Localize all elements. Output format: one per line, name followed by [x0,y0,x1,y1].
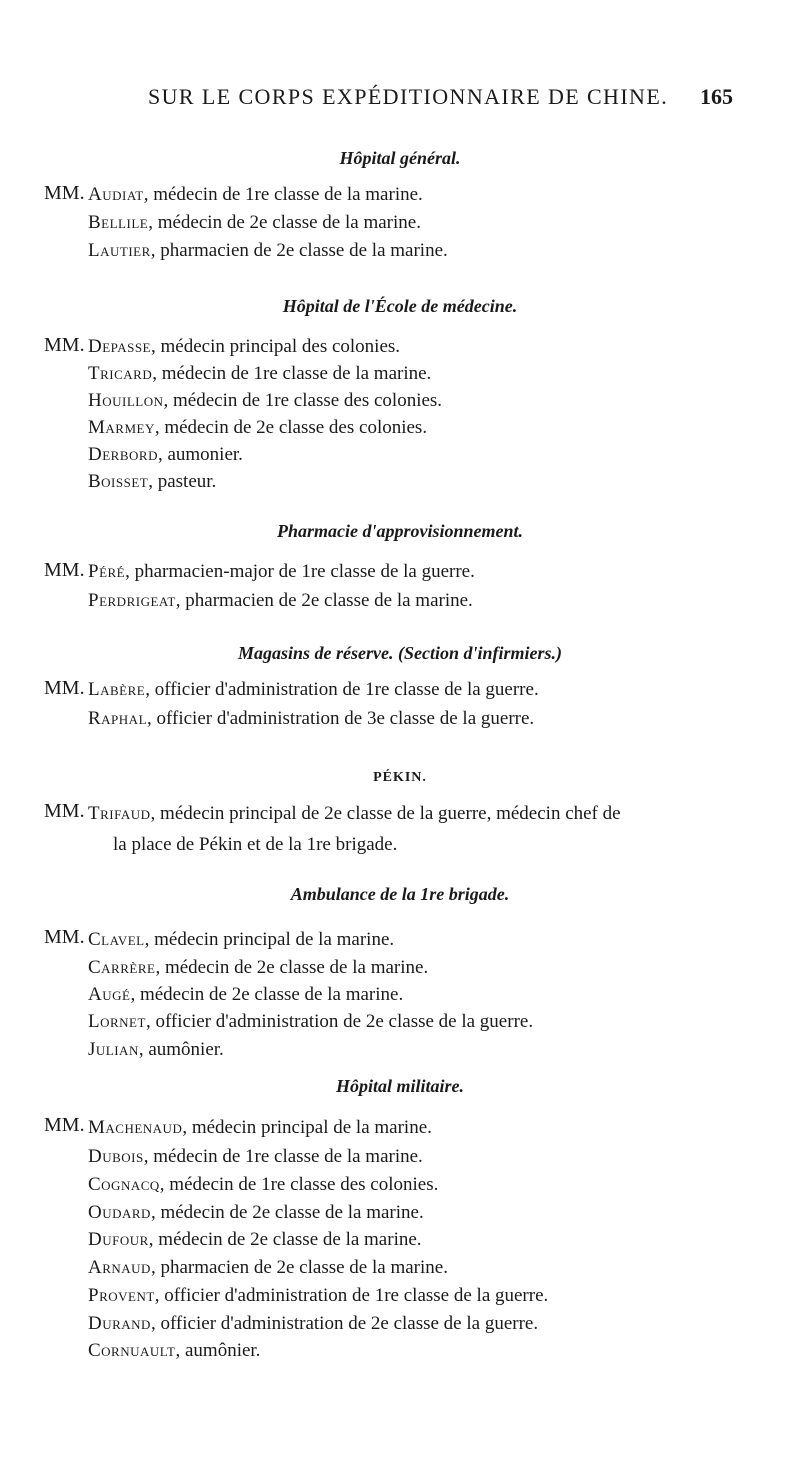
entry-title: , médecin de 1re classe des colonies. [159,1174,439,1195]
list-item [88,1229,422,1251]
entry-title: , médecin de 2e classe de la marine. [150,1202,424,1223]
entry-title: , médecin principal de la marine. [182,1117,432,1138]
list-item [88,1202,424,1224]
mm-label: MM. [44,926,85,948]
surname: Houillon [88,390,164,411]
surname: Derbord [88,444,158,465]
entry-title: , officier d'administration de 2e classe de la guerre. [145,1011,534,1032]
entry-title: , pharmacien de 2e classe de la marine. [150,1257,448,1278]
list-item [88,1285,548,1307]
list-item [88,1146,423,1168]
list-item [88,336,400,358]
surname: Bellile [88,212,149,233]
section-heading: PÉKIN. [373,770,427,785]
list-item [88,590,473,612]
list-item [88,957,428,979]
entry-title: , médecin de 2e classe des colonies. [154,417,428,438]
list-item [88,1313,538,1335]
list-item [88,1011,533,1033]
surname: Marmey [88,417,155,438]
list-item [88,240,448,262]
list-item [88,1340,260,1362]
surname: Cornuault [88,1340,176,1361]
list-item [88,444,243,466]
entry-title: , officier d'administration de 2e classe de la guerre. [150,1313,539,1334]
list-item [88,1039,224,1061]
entry-title: , officier d'administration de 1re classe de la guerre. [145,679,539,700]
surname: Clavel [88,929,145,950]
list-item [88,1117,432,1139]
list-item [88,708,534,730]
surname: Dufour [88,1229,149,1250]
entry-title: , médecin de 2e classe de la marine. [148,1229,422,1250]
entry-title: , pasteur. [148,471,217,492]
entry-title: , médecin de 2e classe de la marine. [148,212,421,233]
surname: Durand [88,1313,151,1334]
entry-title: , médecin principal des colonies. [151,336,401,357]
list-item [88,390,442,412]
surname: Provent [88,1285,155,1306]
surname: Julian [88,1039,139,1060]
entry-title: , aumônier. [138,1039,224,1060]
list-item [88,929,394,951]
section-heading: Magasins de réserve. (Section d'infirmiers.) [238,643,562,663]
surname: Raphal [88,708,148,729]
entry-title: , officier d'administration de 3e classe de la guerre. [147,708,535,729]
entry-title: , médecin principal de 2e classe de la guerre, médecin chef de [150,803,621,824]
surname: Depasse [88,336,151,357]
entry-title: , médecin de 1re classe de la marine. [143,1146,423,1167]
entry-title: , aumonier. [157,444,243,465]
surname: Tricard [88,363,153,384]
entry-title: , médecin de 2e classe de la marine. [155,957,429,978]
entry-title: , médecin de 1re classe des colonies. [163,390,443,411]
surname: Perdrigeat [88,590,176,611]
list-item [88,417,427,439]
section-heading: Hôpital militaire. [335,1076,464,1096]
list-item [88,1174,438,1196]
page-number: 165 [700,84,733,109]
list-item [88,184,423,206]
list-item [88,1257,448,1279]
mm-label: MM. [44,677,85,699]
surname: Oudard [88,1202,151,1223]
entry-title: , médecin de 1re classe de la marine. [152,363,432,384]
mm-label: MM. [44,334,85,356]
entry-title: , officier d'administration de 1re classe de la guerre. [154,1285,549,1306]
entry-title: , aumônier. [175,1340,261,1361]
surname: Arnaud [88,1257,151,1278]
entry-title: , médecin de 1re classe de la marine. [143,184,423,205]
surname: Audiat [88,184,144,205]
list-item [88,471,216,493]
entry-title: , médecin de 2e classe de la marine. [130,984,404,1005]
list-item [88,212,421,234]
section-heading: Hôpital de l'École de médecine. [282,296,518,316]
entry-title: la place de Pékin et de la 1re brigade. [113,834,398,855]
page-header [0,84,800,114]
list-item [88,803,621,825]
surname: Lornet [88,1011,146,1032]
section-heading: Hôpital général. [339,148,461,168]
list-item [88,679,539,701]
entry-title: , pharmacien-major de 1re classe de la guerre. [125,561,475,582]
section-heading: Ambulance de la 1re brigade. [290,884,510,904]
surname: Péré [88,561,126,582]
surname: Boisset [88,471,149,492]
surname: Trifaud [88,803,151,824]
entry-title: , pharmacien de 2e classe de la marine. [150,240,448,261]
surname: Augé [88,984,131,1005]
mm-label: MM. [44,559,85,581]
surname: Cognacq [88,1174,160,1195]
list-item [113,834,397,856]
list-item [88,561,475,583]
entry-title: , pharmacien de 2e classe de la marine. [175,590,473,611]
mm-label: MM. [44,800,85,822]
surname: Dubois [88,1146,144,1167]
list-item [88,363,431,385]
running-head: SUR LE CORPS EXPÉDITIONNAIRE DE CHINE. [148,84,669,109]
list-item [88,984,403,1006]
entry-title: , médecin principal de la marine. [144,929,395,950]
mm-label: MM. [44,182,85,204]
surname: Carrère [88,957,156,978]
section-heading: Pharmacie d'approvisionnement. [276,521,523,541]
mm-label: MM. [44,1114,85,1136]
surname: Labère [88,679,146,700]
surname: Machenaud [88,1117,183,1138]
surname: Lautier [88,240,151,261]
